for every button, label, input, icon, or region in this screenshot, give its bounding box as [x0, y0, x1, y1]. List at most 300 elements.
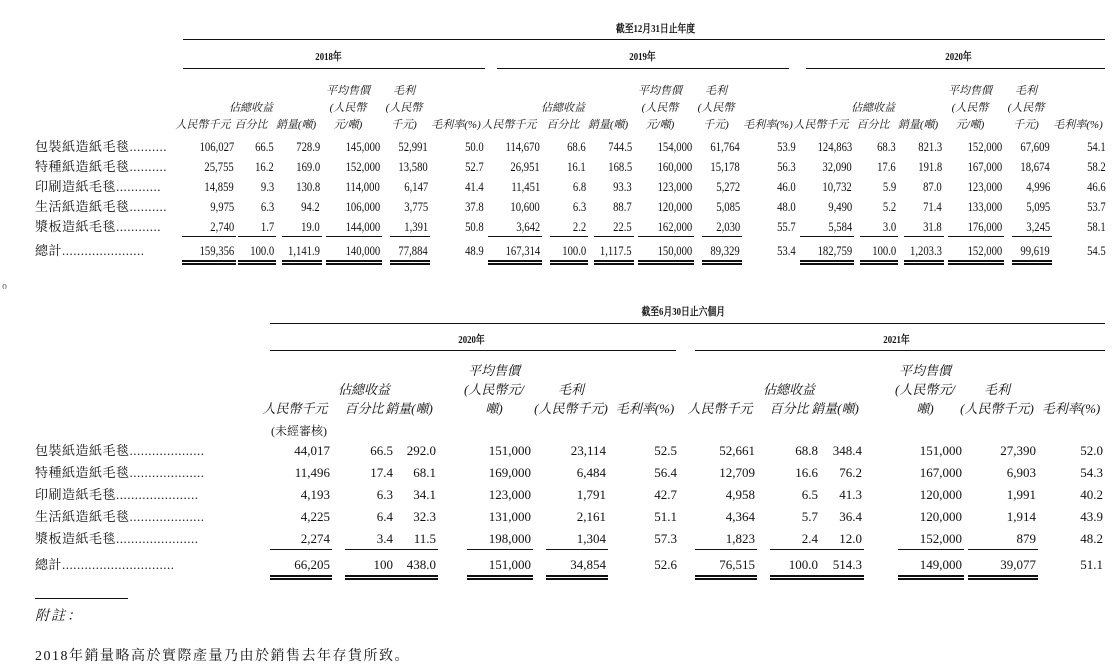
table-cell: 87.0 [923, 179, 942, 194]
table-cell: 2,740 [210, 219, 234, 234]
total-double-rule [898, 575, 964, 577]
table-cell: 89,329 [710, 243, 740, 258]
table2-col-header [532, 380, 610, 418]
total-double-rule [948, 263, 1004, 265]
table-cell: 149,000 [919, 557, 962, 572]
table1-year-2018: 2018年 [315, 51, 342, 63]
table-cell: 3,642 [516, 219, 540, 234]
total-double-rule [238, 260, 276, 262]
subtotal-rule [968, 549, 1038, 550]
total-double-rule [392, 578, 438, 580]
table2-col-header-line: 毛利 [557, 382, 584, 397]
table-cell: 100.0 [250, 243, 274, 258]
table-cell: 348.4 [832, 443, 862, 458]
total-double-rule [488, 263, 542, 265]
table2-col-header-line: 佔總收益 [337, 382, 390, 397]
table-cell: 16.6 [795, 465, 818, 480]
total-double-rule [638, 263, 694, 265]
table-cell: 5,095 [1026, 199, 1050, 214]
table-cell: 6,147 [404, 179, 428, 194]
table-cell: 6.3 [376, 487, 393, 502]
table-cell: 2,274 [300, 531, 330, 546]
row-label: 漿板造紙毛毯...................... [35, 531, 199, 546]
table2-col-header-line: 銷量(噸) [811, 401, 859, 416]
table2-col-header-line: 噸) [485, 401, 503, 416]
table2-col-header [1035, 399, 1107, 418]
table-cell: 5.2 [882, 199, 896, 214]
table-cell: 5,272 [716, 179, 740, 194]
table-cell: 12.0 [839, 531, 862, 546]
table2-col-header [609, 399, 681, 418]
table-cell: 4,364 [725, 509, 755, 524]
table2-col-header [453, 361, 535, 418]
table-cell: 4,193 [300, 487, 330, 502]
table1-col-header-line: 平均售價 [638, 85, 682, 97]
subtotal-rule [702, 236, 742, 237]
table-cell: 123,000 [967, 179, 1002, 194]
table2-col-header-line: 毛利率(%) [1041, 401, 1101, 416]
table-cell: 52.0 [1080, 443, 1103, 458]
table-cell: 2.2 [572, 219, 586, 234]
table-cell: 6.8 [572, 179, 586, 194]
total-double-rule [594, 260, 634, 262]
table2-period-title: 截至6月30日止六個月 [641, 306, 726, 318]
table-cell: 106,000 [345, 199, 380, 214]
table-cell: 6,903 [1006, 465, 1036, 480]
table-cell: 68.8 [795, 443, 818, 458]
table-cell: 438.0 [406, 557, 436, 572]
table1-col-header-line: 毛利率(%) [431, 119, 481, 131]
table-cell: 152,000 [919, 531, 962, 546]
table1-col-header-line: 千元) [703, 119, 729, 131]
total-double-rule [467, 578, 533, 580]
table-cell: 61,764 [710, 139, 740, 154]
table-cell: 68.3 [877, 139, 896, 154]
total-double-rule [702, 260, 742, 262]
subtotal-rule [270, 549, 332, 550]
table-cell: 100.0 [788, 557, 818, 572]
table-cell: 46.6 [1087, 179, 1106, 194]
table-cell: 76,515 [719, 557, 755, 572]
total-double-rule [392, 575, 438, 577]
total-double-rule [390, 260, 430, 262]
table-cell: 123,000 [488, 487, 531, 502]
table2-year-rule-2020 [270, 350, 676, 351]
table2-col-header-line: 毛利 [983, 382, 1010, 397]
table-cell: 1,203.3 [910, 243, 942, 258]
table-cell: 2.4 [801, 531, 818, 546]
table-cell: 57.3 [654, 531, 677, 546]
total-double-rule [818, 575, 864, 577]
table-cell: 1,391 [404, 219, 428, 234]
subtotal-rule [1012, 236, 1052, 237]
table-cell: 100.0 [562, 243, 586, 258]
table1-col-header-line: 百分比 [546, 119, 580, 131]
table-cell: 58.2 [1087, 159, 1106, 174]
subtotal-rule [238, 236, 276, 237]
subtotal-rule [695, 549, 757, 550]
table1-top-rule [183, 39, 1105, 40]
total-double-rule [968, 578, 1038, 580]
table-cell: 1,823 [725, 531, 755, 546]
total-double-rule [345, 575, 395, 577]
table-cell: 120,000 [919, 509, 962, 524]
table1-col-header-line: (人民幣 [1007, 102, 1045, 114]
total-double-rule [818, 578, 864, 580]
table-cell: 191.8 [918, 159, 942, 174]
table-cell: 52.5 [654, 443, 677, 458]
row-label: 包裝紙造紙毛毯.................... [35, 443, 205, 458]
table-cell: 77,884 [398, 243, 428, 258]
table1-year-2020: 2020年 [945, 51, 972, 63]
table-cell: 151,000 [488, 443, 531, 458]
total-double-rule [467, 575, 533, 577]
total-label: 總計.............................. [35, 557, 175, 572]
table-cell: 54.1 [1087, 139, 1106, 154]
table-cell: 99,619 [1020, 243, 1050, 258]
table-cell: 43.9 [1080, 509, 1103, 524]
table-cell: 114,670 [505, 139, 540, 154]
table-cell: 53.9 [777, 139, 796, 154]
total-double-rule [390, 263, 430, 265]
table-cell: 1,791 [576, 487, 606, 502]
total-double-rule [695, 575, 757, 577]
table-cell: 3,245 [1026, 219, 1050, 234]
total-double-rule [904, 263, 944, 265]
table-cell: 167,314 [505, 243, 540, 258]
table2-col-header-line: 佔總收益 [762, 382, 815, 397]
table-cell: 53.4 [777, 243, 796, 258]
total-double-rule [345, 578, 395, 580]
table-cell: 6.3 [260, 199, 274, 214]
table-cell: 821.3 [918, 139, 942, 154]
table1-col-header-line: (人民幣 [697, 102, 735, 114]
table-cell: 728.9 [296, 139, 320, 154]
table-cell: 5,584 [828, 219, 852, 234]
table-cell: 3.4 [376, 531, 393, 546]
table-cell: 58.1 [1087, 219, 1106, 234]
table-cell: 106,027 [199, 139, 234, 154]
table-cell: 140,000 [345, 243, 380, 258]
notes-text: 2018年銷量略高於實際產量乃由於銷售去年存貨所致。 [35, 649, 410, 664]
table-cell: 2,030 [716, 219, 740, 234]
table-cell: 154,000 [657, 139, 692, 154]
table-cell: 10,732 [822, 179, 852, 194]
subtotal-rule [818, 549, 864, 550]
margin-mark: ი [2, 281, 8, 291]
total-double-rule [898, 578, 964, 580]
table-cell: 4,225 [300, 509, 330, 524]
subtotal-rule [594, 236, 634, 237]
total-double-rule [282, 263, 322, 265]
table1-col-header-line: 佔總收益 [851, 102, 895, 114]
table1-col-header-line: 千元) [1013, 119, 1039, 131]
table1-col-header-line: 人民幣千元 [793, 119, 849, 131]
total-double-rule [770, 578, 820, 580]
total-double-rule [860, 263, 898, 265]
table-cell: 16.2 [255, 159, 274, 174]
table-cell: 48.2 [1080, 531, 1103, 546]
table2-col-header-line: 平均售價 [898, 363, 951, 378]
total-double-rule [182, 260, 236, 262]
table1-year-rule-2019 [497, 68, 789, 69]
table1-year-rule-2018 [183, 68, 485, 69]
table-cell: 40.2 [1080, 487, 1103, 502]
subtotal-rule [638, 236, 694, 237]
table-cell: 67,609 [1020, 139, 1050, 154]
table-cell: 14,859 [204, 179, 234, 194]
table-cell: 182,759 [817, 243, 852, 258]
table-cell: 167,000 [967, 159, 1002, 174]
table-cell: 131,000 [488, 509, 531, 524]
table-cell: 144,000 [345, 219, 380, 234]
table-cell: 68.1 [413, 465, 436, 480]
table-cell: 39,077 [1000, 557, 1036, 572]
table1-col-header-line: 百分比 [856, 119, 890, 131]
total-double-rule [860, 260, 898, 262]
table-cell: 1,117.5 [600, 243, 632, 258]
total-double-rule [948, 260, 1004, 262]
table-cell: 17.4 [370, 465, 393, 480]
table-cell: 52,661 [719, 443, 755, 458]
table1-col-header-line: 毛利 [1015, 85, 1037, 97]
table2-col-header-line: 人民幣千元 [687, 401, 753, 416]
subtotal-rule [392, 549, 438, 550]
table-cell: 56.4 [654, 465, 677, 480]
table-cell: 32.3 [413, 509, 436, 524]
total-double-rule [546, 575, 608, 577]
table-cell: 53.7 [1087, 199, 1106, 214]
table-cell: 1,914 [1006, 509, 1036, 524]
table1-col-header-line: 元/噸) [955, 119, 985, 131]
table-cell: 6.3 [572, 199, 586, 214]
table-cell: 19.0 [301, 219, 320, 234]
table-cell: 68.6 [567, 139, 586, 154]
table-cell: 3,775 [404, 199, 428, 214]
total-double-rule [326, 263, 382, 265]
table1-col-header-line: 毛利率(%) [743, 119, 793, 131]
table1-col-header-line: 毛利 [393, 85, 415, 97]
subtotal-rule [488, 236, 542, 237]
subtotal-rule [800, 236, 854, 237]
total-double-rule [550, 263, 588, 265]
subtotal-rule [898, 549, 964, 550]
table-cell: 66.5 [370, 443, 393, 458]
table-cell: 100 [373, 557, 393, 572]
table1-col-header-line: 毛利 [705, 85, 727, 97]
table1-col-header [1046, 117, 1110, 134]
table-cell: 198,000 [488, 531, 531, 546]
table1-col-header [474, 117, 544, 134]
table1-col-header-line: 人民幣千元 [481, 119, 537, 131]
table-cell: 5.9 [882, 179, 896, 194]
table-cell: 879 [1016, 531, 1036, 546]
table-cell: 34,854 [570, 557, 606, 572]
table2-year-2021: 2021年 [883, 334, 910, 346]
table-cell: 10,600 [510, 199, 540, 214]
table-cell: 6,484 [576, 465, 606, 480]
table-cell: 16.1 [567, 159, 586, 174]
table1-col-header-line: (人民幣 [329, 102, 367, 114]
total-double-rule [282, 260, 322, 262]
table-cell: 11.5 [413, 531, 436, 546]
subtotal-rule [345, 549, 395, 550]
table1-col-header-line: 元/噸) [333, 119, 363, 131]
table-cell: 169,000 [488, 465, 531, 480]
table1-period-title: 截至12月31日止年度 [615, 23, 696, 35]
table-cell: 168.5 [608, 159, 632, 174]
table2-col-header-line: 毛利率(%) [615, 401, 675, 416]
table1-col-header-line: 銷量(噸) [275, 119, 317, 131]
table1-year-rule-2020 [806, 68, 1105, 69]
table-cell: 46.0 [777, 179, 796, 194]
table-cell: 145,000 [345, 139, 380, 154]
total-double-rule [238, 263, 276, 265]
table-cell: 94.2 [301, 199, 320, 214]
table-cell: 169.0 [296, 159, 320, 174]
subtotal-rule [948, 236, 1004, 237]
table-cell: 88.7 [613, 199, 632, 214]
subtotal-rule [546, 549, 608, 550]
table-cell: 23,114 [570, 443, 606, 458]
table-cell: 159,356 [199, 243, 234, 258]
table1-col-header-line: 平均售價 [326, 85, 370, 97]
subtotal-rule [326, 236, 382, 237]
table2-col-header-line: 百分比 [344, 401, 384, 416]
table1-col-header-line: 銷量(噸) [587, 119, 629, 131]
table-cell: 54.5 [1087, 243, 1106, 258]
table-cell: 55.7 [777, 219, 796, 234]
table-cell: 18,674 [1020, 159, 1050, 174]
table-cell: 15,178 [710, 159, 740, 174]
table2-year-2020: 2020年 [458, 334, 485, 346]
total-label: 總計...................... [35, 243, 145, 258]
table2-col-header-line: 噸) [916, 401, 934, 416]
table-cell: 744.5 [608, 139, 632, 154]
total-double-rule [638, 260, 694, 262]
total-double-rule [546, 578, 608, 580]
table-cell: 130.8 [296, 179, 320, 194]
total-double-rule [270, 578, 332, 580]
table-cell: 52.7 [465, 159, 484, 174]
row-label: 印刷造紙毛毯...................... [35, 487, 199, 502]
table-cell: 151,000 [488, 557, 531, 572]
table-cell: 44,017 [294, 443, 330, 458]
table2-col-header [804, 399, 866, 418]
table-cell: 1,991 [1006, 487, 1036, 502]
table2-col-header-line: (人民幣千元) [960, 401, 1034, 416]
subtotal-rule [282, 236, 322, 237]
table2-col-header-line: 平均售價 [467, 363, 520, 378]
table1-year-2019: 2019年 [629, 51, 656, 63]
table-cell: 51.1 [654, 509, 677, 524]
total-double-rule [550, 260, 588, 262]
total-double-rule [270, 575, 332, 577]
table-cell: 150,000 [657, 243, 692, 258]
table2-col-header-line: (人民幣千元) [534, 401, 608, 416]
notes-heading: 附註： [35, 609, 83, 624]
table-cell: 26,951 [510, 159, 540, 174]
table-cell: 6.5 [801, 487, 818, 502]
row-label: 包裝紙造紙毛毯.......... [35, 139, 168, 154]
table-cell: 514.3 [832, 557, 862, 572]
table-cell: 54.3 [1080, 465, 1103, 480]
total-double-rule [800, 263, 854, 265]
table1-col-header-line: 千元) [391, 119, 417, 131]
table-cell: 120,000 [657, 199, 692, 214]
table-cell: 12,709 [719, 465, 755, 480]
table-cell: 120,000 [919, 487, 962, 502]
table-cell: 1.7 [260, 219, 274, 234]
table-cell: 162,000 [657, 219, 692, 234]
subtotal-rule [467, 549, 533, 550]
table1-col-header-line: 平均售價 [948, 85, 992, 97]
table1-col-header [624, 83, 696, 134]
table2-col-header [378, 399, 440, 418]
subtotal-rule [904, 236, 944, 237]
table1-col-header-line: 元/噸) [645, 119, 675, 131]
table2-unaudited-note: (未經審核) [271, 424, 327, 438]
table-cell: 93.3 [613, 179, 632, 194]
table-cell: 31.8 [923, 219, 942, 234]
table-cell: 11,496 [294, 465, 330, 480]
table-cell: 25,755 [204, 159, 234, 174]
total-double-rule [800, 260, 854, 262]
total-double-rule [594, 263, 634, 265]
subtotal-rule [550, 236, 588, 237]
table-cell: 152,000 [967, 243, 1002, 258]
table2-col-header-line: (人民幣元/ [464, 382, 524, 397]
table-cell: 5.7 [801, 509, 818, 524]
table1-col-header-line: 毛利率(%) [1053, 119, 1103, 131]
table-cell: 9,490 [828, 199, 852, 214]
notes-divider [35, 598, 128, 599]
table-cell: 151,000 [919, 443, 962, 458]
table-cell: 124,863 [817, 139, 852, 154]
table-cell: 1,304 [576, 531, 606, 546]
total-double-rule [770, 575, 820, 577]
total-double-rule [1012, 260, 1052, 262]
row-label: 特種紙造紙毛毯.......... [35, 159, 168, 174]
total-double-rule [326, 260, 382, 262]
total-double-rule [968, 575, 1038, 577]
table-cell: 4,996 [1026, 179, 1050, 194]
subtotal-rule [182, 236, 236, 237]
table2-col-header-line: 銷量(噸) [385, 401, 433, 416]
table-cell: 48.9 [465, 243, 484, 258]
row-label: 漿板造紙毛毯............ [35, 219, 162, 234]
table-cell: 9.3 [260, 179, 274, 194]
total-double-rule [904, 260, 944, 262]
table-cell: 9,975 [210, 199, 234, 214]
table-cell: 2,161 [576, 509, 606, 524]
table-cell: 176,000 [967, 219, 1002, 234]
table2-col-header [256, 399, 334, 418]
table-cell: 41.3 [839, 487, 862, 502]
table-cell: 71.4 [923, 199, 942, 214]
total-double-rule [1012, 263, 1052, 265]
table-cell: 66,205 [294, 557, 330, 572]
table-cell: 52,991 [398, 139, 428, 154]
subtotal-rule [390, 236, 430, 237]
table-cell: 160,000 [657, 159, 692, 174]
table1-col-header-line: 佔總收益 [541, 102, 585, 114]
table-cell: 50.8 [465, 219, 484, 234]
table-cell: 11,451 [511, 179, 540, 194]
table1-col-header-line: (人民幣 [951, 102, 989, 114]
table-cell: 100.0 [872, 243, 896, 258]
subtotal-rule [770, 549, 820, 550]
